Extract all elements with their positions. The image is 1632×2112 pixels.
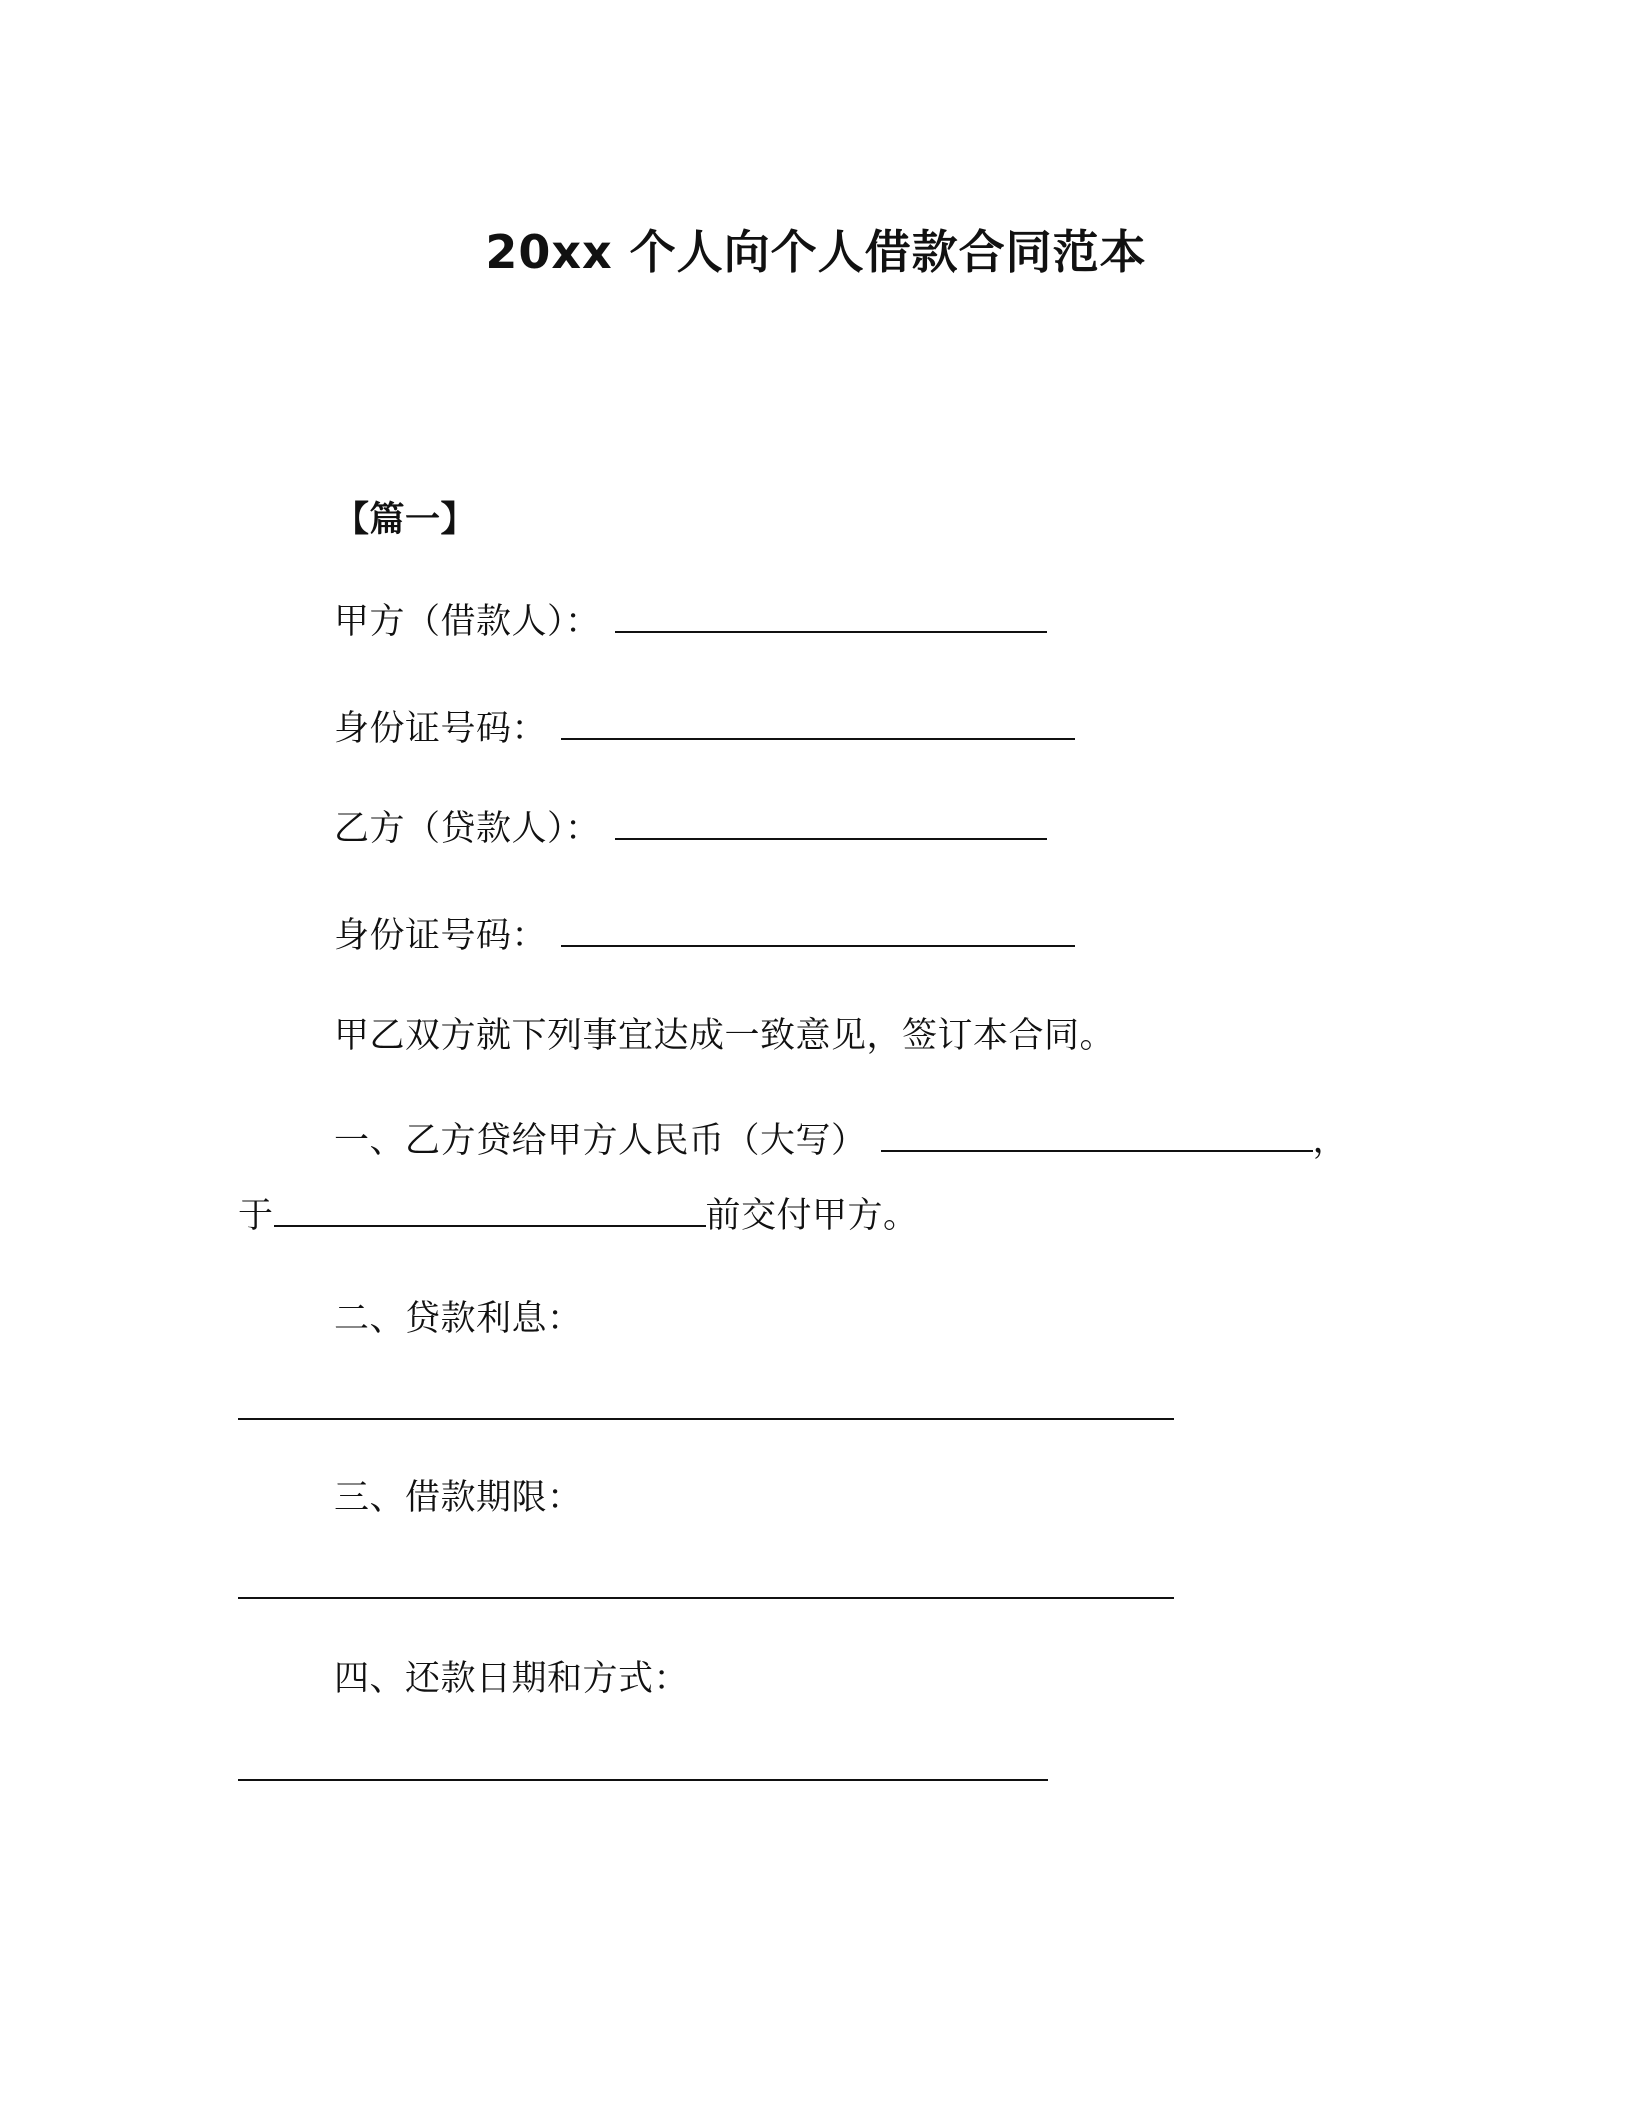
clause-1-cont-prefix: 于: [238, 1196, 274, 1236]
delivery-date-blank[interactable]: [274, 1191, 706, 1227]
clause-4-label: 四、还款日期和方式：: [334, 1659, 690, 1699]
clause-2-label: 二、贷款利息：: [334, 1299, 583, 1339]
interest-blank[interactable]: [238, 1418, 1174, 1420]
party-b-id-label: 身份证号码：: [334, 916, 548, 956]
party-a-id-label: 身份证号码：: [334, 709, 548, 749]
loan-term-blank[interactable]: [238, 1597, 1174, 1599]
clause-1-continuation: [238, 1191, 919, 1240]
section-label: 【篇一】: [334, 500, 477, 540]
clause-1-cont-suffix: 前交付甲方。: [705, 1196, 919, 1236]
clause-1-row: [334, 1116, 1348, 1165]
document-title: 20xx 个人向个人借款合同范本: [485, 225, 1147, 279]
repayment-blank[interactable]: [238, 1779, 1048, 1781]
clause-3-label: 三、借款期限：: [334, 1478, 583, 1518]
party-a-id-row: [334, 704, 1075, 753]
party-a-row: [334, 597, 1047, 646]
loan-amount-blank[interactable]: [881, 1116, 1313, 1152]
party-a-id-blank[interactable]: [561, 704, 1075, 740]
party-b-row: [334, 804, 1047, 853]
clause-1-comma: ，: [1312, 1121, 1349, 1161]
agreement-sentence: 甲乙双方就下列事宜达成一致意见，签订本合同。: [334, 1016, 1116, 1056]
party-b-label: 乙方（贷款人）：: [334, 809, 601, 849]
party-a-label: 甲方（借款人）：: [334, 602, 601, 642]
party-b-id-blank[interactable]: [561, 911, 1075, 947]
party-a-name-blank[interactable]: [615, 597, 1047, 633]
party-b-id-row: [334, 911, 1075, 960]
clause-1-prefix: 一、乙方贷给甲方人民币（大写）: [334, 1121, 867, 1161]
party-b-name-blank[interactable]: [615, 804, 1047, 840]
